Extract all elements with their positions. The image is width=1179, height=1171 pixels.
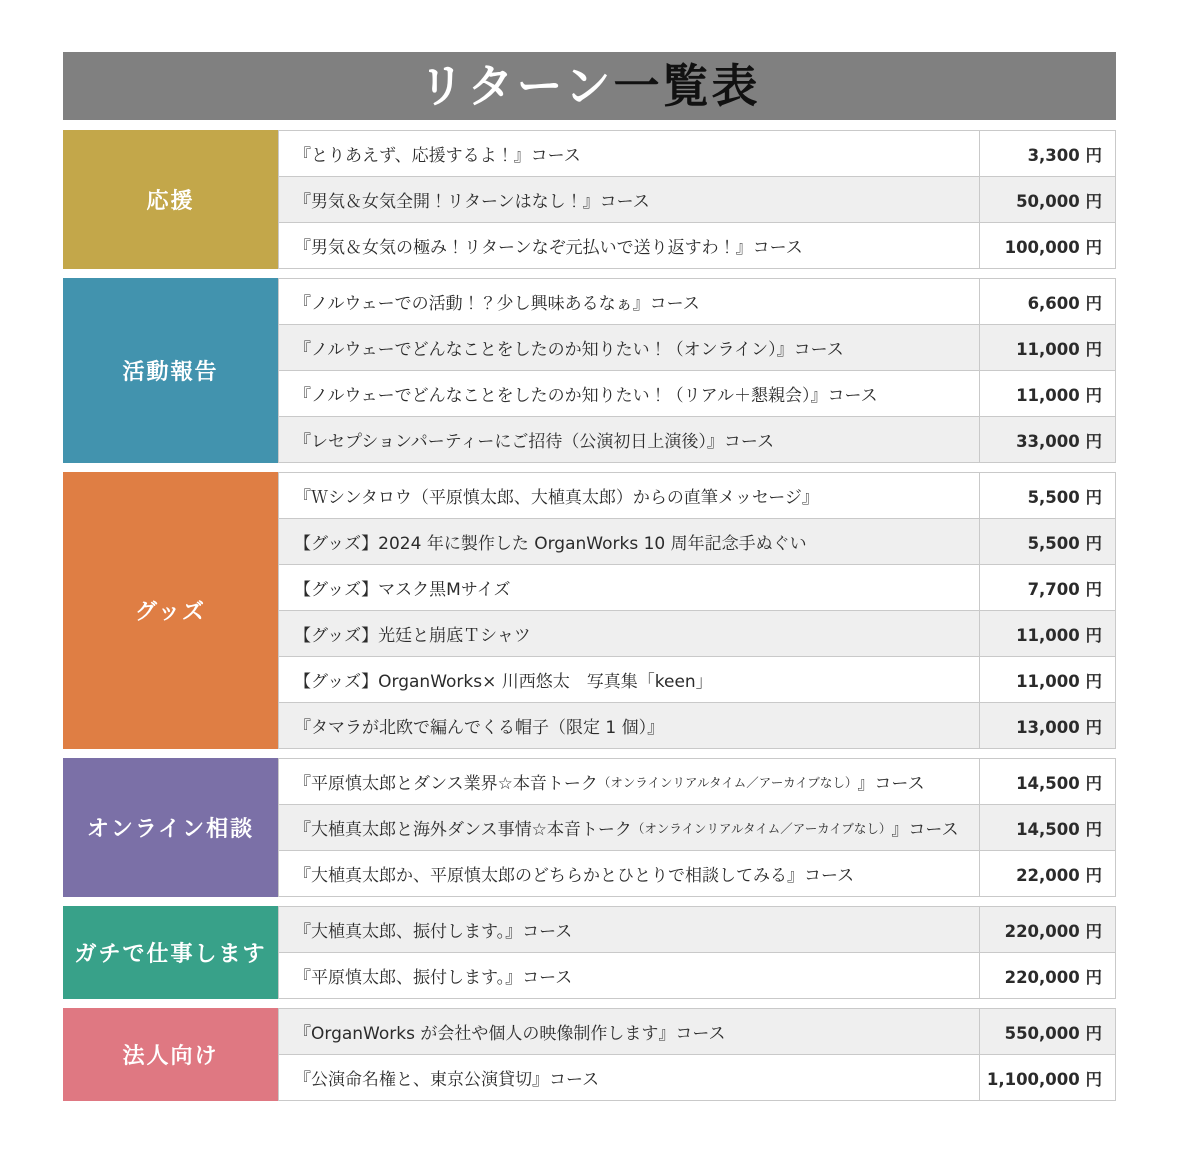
category-cell bbox=[63, 1008, 278, 1101]
price-cell: 1,100,000 円 bbox=[979, 1055, 1115, 1100]
course-cell bbox=[278, 657, 979, 702]
table-row bbox=[278, 703, 1115, 749]
table-row bbox=[278, 657, 1115, 703]
price-cell: 50,000 円 bbox=[979, 177, 1115, 222]
course-cell bbox=[278, 279, 979, 324]
course-cell bbox=[278, 519, 979, 564]
price-cell: 13,000 円 bbox=[979, 703, 1115, 748]
section-rows bbox=[278, 1008, 1116, 1101]
returns-table bbox=[63, 130, 1116, 1101]
course-cell bbox=[278, 565, 979, 610]
table-row bbox=[278, 953, 1115, 999]
price-cell: 5,500 円 bbox=[979, 473, 1115, 518]
course-cell bbox=[278, 325, 979, 370]
category-cell bbox=[63, 278, 278, 463]
price-cell: 100,000 円 bbox=[979, 223, 1115, 268]
course-name: 『平原慎太郎とダンス業界☆本音トーク bbox=[294, 774, 598, 794]
price-cell: 11,000 円 bbox=[979, 325, 1115, 370]
price-cell: 3,300 円 bbox=[979, 131, 1115, 176]
course-name: 『大植真太郎か、平原慎太郎のどちらかとひとりで相談してみる』コース bbox=[294, 866, 855, 886]
course-name: 『男気＆女気全開！リターンはなし！』コース bbox=[294, 192, 650, 212]
category-label: グッズ bbox=[135, 600, 206, 625]
table-row bbox=[278, 417, 1115, 463]
course-cell bbox=[278, 417, 979, 462]
course-cell bbox=[278, 1055, 979, 1100]
table-row bbox=[278, 279, 1115, 325]
course-cell bbox=[278, 131, 979, 176]
course-name: 『ノルウェーでどんなことをしたのか知りたい！（リアル＋懇親会）』コース bbox=[294, 386, 878, 406]
price-cell: 6,600 円 bbox=[979, 279, 1115, 324]
category-label: オンライン相談 bbox=[86, 817, 255, 842]
table-row bbox=[278, 371, 1115, 417]
course-name: 『ノルウェーでの活動！？少し興味あるなぁ』コース bbox=[294, 294, 700, 314]
table-row bbox=[278, 223, 1115, 269]
course-name: 『大植真太郎と海外ダンス事情☆本音トーク bbox=[294, 820, 632, 840]
course-suffix: 』コース bbox=[891, 820, 959, 840]
course-cell bbox=[278, 473, 979, 518]
section-rows bbox=[278, 278, 1116, 463]
table-row bbox=[278, 805, 1115, 851]
course-name: 『大植真太郎、振付します。』コース bbox=[294, 922, 573, 942]
course-name: 『OrganWorks が会社や個人の映像制作します』コース bbox=[294, 1024, 726, 1044]
price-cell: 22,000 円 bbox=[979, 851, 1115, 896]
price-cell: 5,500 円 bbox=[979, 519, 1115, 564]
price-cell: 220,000 円 bbox=[979, 953, 1115, 998]
price-cell: 33,000 円 bbox=[979, 417, 1115, 462]
table-row bbox=[278, 1009, 1115, 1055]
table-row bbox=[278, 759, 1115, 805]
section-rows bbox=[278, 758, 1116, 897]
table-section bbox=[63, 1008, 1116, 1101]
course-name: 【グッズ】マスク黒Mサイズ bbox=[294, 580, 511, 600]
price-cell: 14,500 円 bbox=[979, 759, 1115, 804]
table-row bbox=[278, 325, 1115, 371]
section-rows bbox=[278, 130, 1116, 269]
course-cell bbox=[278, 759, 979, 804]
course-note: （オンラインリアルタイム／アーカイブなし） bbox=[631, 820, 892, 836]
table-row bbox=[278, 611, 1115, 657]
course-name: 『レセプションパーティーにご招待（公演初日上演後）』コース bbox=[294, 432, 775, 452]
section-rows bbox=[278, 906, 1116, 999]
price-cell: 11,000 円 bbox=[979, 611, 1115, 656]
table-section bbox=[63, 472, 1116, 749]
table-section bbox=[63, 130, 1116, 269]
course-name: 『タマラが北欧で編んでくる帽子（限定 1 個）』 bbox=[294, 718, 665, 738]
course-name: 【グッズ】OrganWorks× 川西悠太 写真集「keen」 bbox=[294, 672, 713, 692]
course-cell bbox=[278, 177, 979, 222]
course-cell bbox=[278, 907, 979, 952]
page-title-part-1: リターン bbox=[418, 59, 614, 113]
course-cell bbox=[278, 371, 979, 416]
course-name: 『男気＆女気の極み！リターンなぞ元払いで送り返すわ！』コース bbox=[294, 238, 803, 258]
table-row bbox=[278, 473, 1115, 519]
section-rows bbox=[278, 472, 1116, 749]
course-name: 【グッズ】光廷と崩底Ｔシャツ bbox=[294, 626, 531, 646]
course-name: 『公演命名権と、東京公演貸切』コース bbox=[294, 1070, 600, 1090]
table-section bbox=[63, 906, 1116, 999]
price-cell: 11,000 円 bbox=[979, 657, 1115, 702]
page-title-part-2: 一覧表 bbox=[613, 59, 761, 113]
price-cell: 7,700 円 bbox=[979, 565, 1115, 610]
table-section bbox=[63, 278, 1116, 463]
course-suffix: 』コース bbox=[857, 774, 925, 794]
table-row bbox=[278, 851, 1115, 897]
course-cell bbox=[278, 1009, 979, 1054]
title-bar bbox=[63, 52, 1116, 120]
course-note: （オンラインリアルタイム／アーカイブなし） bbox=[597, 774, 858, 790]
course-cell bbox=[278, 953, 979, 998]
table-row bbox=[278, 1055, 1115, 1101]
price-cell: 550,000 円 bbox=[979, 1009, 1115, 1054]
course-name: 『Ｗシンタロウ（平原慎太郎、大植真太郎）からの直筆メッセージ』 bbox=[294, 488, 819, 508]
course-name: 『平原慎太郎、振付します。』コース bbox=[294, 968, 573, 988]
course-name: 『とりあえず、応援するよ！』コース bbox=[294, 146, 581, 166]
category-cell bbox=[63, 130, 278, 269]
table-row bbox=[278, 131, 1115, 177]
price-cell: 14,500 円 bbox=[979, 805, 1115, 850]
category-cell bbox=[63, 906, 278, 999]
course-cell bbox=[278, 223, 979, 268]
course-cell bbox=[278, 611, 979, 656]
table-row bbox=[278, 519, 1115, 565]
table-section bbox=[63, 758, 1116, 897]
category-label: 活動報告 bbox=[122, 360, 219, 385]
category-cell bbox=[63, 758, 278, 897]
course-cell bbox=[278, 851, 979, 896]
category-label: ガチで仕事します bbox=[74, 942, 267, 967]
category-label: 法人向け bbox=[122, 1044, 219, 1069]
price-cell: 220,000 円 bbox=[979, 907, 1115, 952]
table-row bbox=[278, 177, 1115, 223]
table-row bbox=[278, 907, 1115, 953]
category-cell bbox=[63, 472, 278, 749]
course-cell bbox=[278, 703, 979, 748]
price-cell: 11,000 円 bbox=[979, 371, 1115, 416]
course-name: 『ノルウェーでどんなことをしたのか知りたい！（オンライン）』コース bbox=[294, 340, 844, 360]
course-cell bbox=[278, 805, 979, 850]
category-label: 応援 bbox=[146, 189, 195, 214]
table-row bbox=[278, 565, 1115, 611]
course-name: 【グッズ】2024 年に製作した OrganWorks 10 周年記念手ぬぐい bbox=[294, 534, 807, 554]
